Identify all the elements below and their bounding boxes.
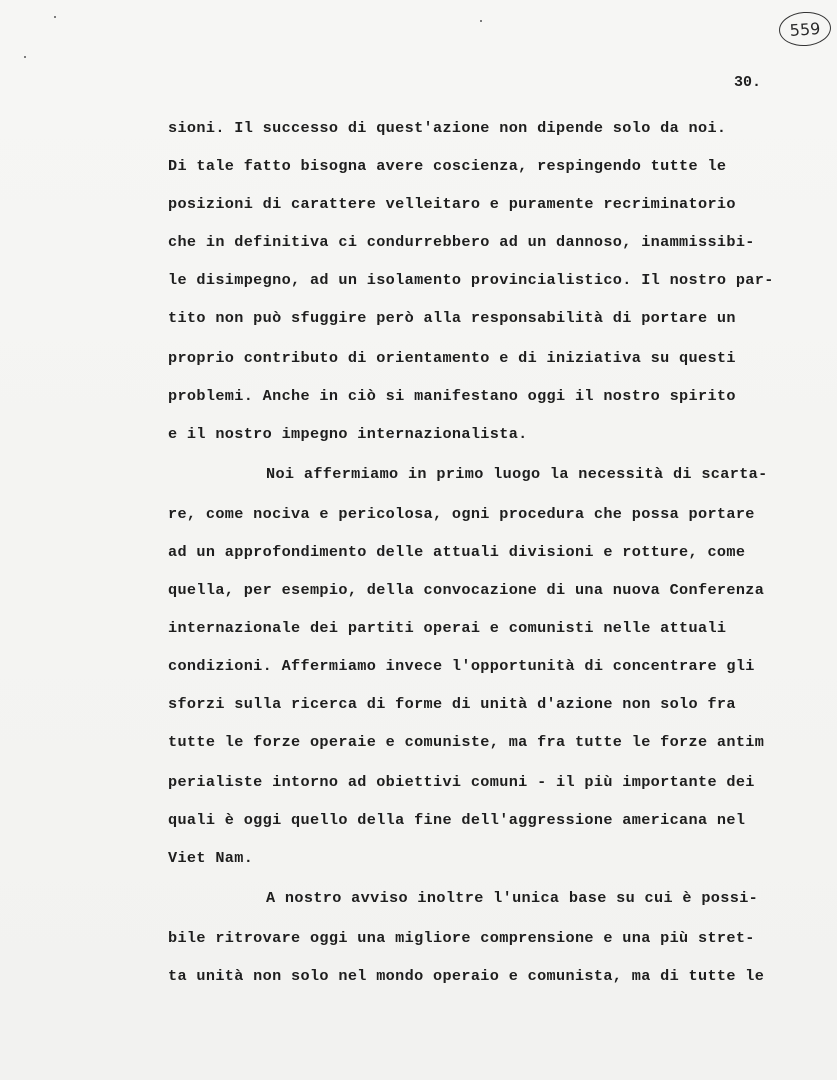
text-line: internazionale dei partiti operai e comunisti nelle attuali xyxy=(168,619,727,637)
text-line: ta unità non solo nel mondo operaio e comunista, ma di tutte le xyxy=(168,967,765,985)
text-line: Viet Nam. xyxy=(168,849,254,867)
text-line: problemi. Anche in ciò si manifestano oggi il nostro spirito xyxy=(168,387,736,405)
text-line: tutte le forze operaie e comuniste, ma fra tutte le forze antim xyxy=(168,733,765,751)
paragraph-first-line: Noi affermiamo in primo luogo la necessità di scarta- xyxy=(266,465,768,483)
text-line: le disimpegno, ad un isolamento provincialistico. Il nostro par- xyxy=(168,271,774,289)
paper-speck xyxy=(480,20,482,22)
text-line: re, come nociva e pericolosa, ogni procedura che possa portare xyxy=(168,505,755,523)
paragraph-first-line: A nostro avviso inoltre l'unica base su cui è possi- xyxy=(266,889,759,907)
text-line: bile ritrovare oggi una migliore comprensione e una più stret- xyxy=(168,929,755,947)
paper-speck xyxy=(24,56,26,58)
archive-page-stamp: 559 xyxy=(778,10,832,48)
text-line: e il nostro impegno internazionalista. xyxy=(168,425,528,443)
page-number: 30. xyxy=(734,74,762,91)
text-line: sforzi sulla ricerca di forme di unità d'azione non solo fra xyxy=(168,695,736,713)
text-line: Di tale fatto bisogna avere coscienza, respingendo tutte le xyxy=(168,157,727,175)
text-line: posizioni di carattere velleitaro e puramente recriminatorio xyxy=(168,195,736,213)
text-line: condizioni. Affermiamo invece l'opportunità di concentrare gli xyxy=(168,657,755,675)
text-line: proprio contributo di orientamento e di iniziativa su questi xyxy=(168,349,736,367)
text-line: ad un approfondimento delle attuali divisioni e rotture, come xyxy=(168,543,746,561)
text-line: tito non può sfuggire però alla responsabilità di portare un xyxy=(168,309,736,327)
text-line: perialiste intorno ad obiettivi comuni - il più importante dei xyxy=(168,773,755,791)
text-line: quali è oggi quello della fine dell'aggressione americana nel xyxy=(168,811,746,829)
text-line: sioni. Il successo di quest'azione non dipende solo da noi. xyxy=(168,119,727,137)
paper-speck xyxy=(54,16,56,18)
text-line: quella, per esempio, della convocazione di una nuova Conferenza xyxy=(168,581,765,599)
text-line: che in definitiva ci condurrebbero ad un dannoso, inammissibi- xyxy=(168,233,755,251)
